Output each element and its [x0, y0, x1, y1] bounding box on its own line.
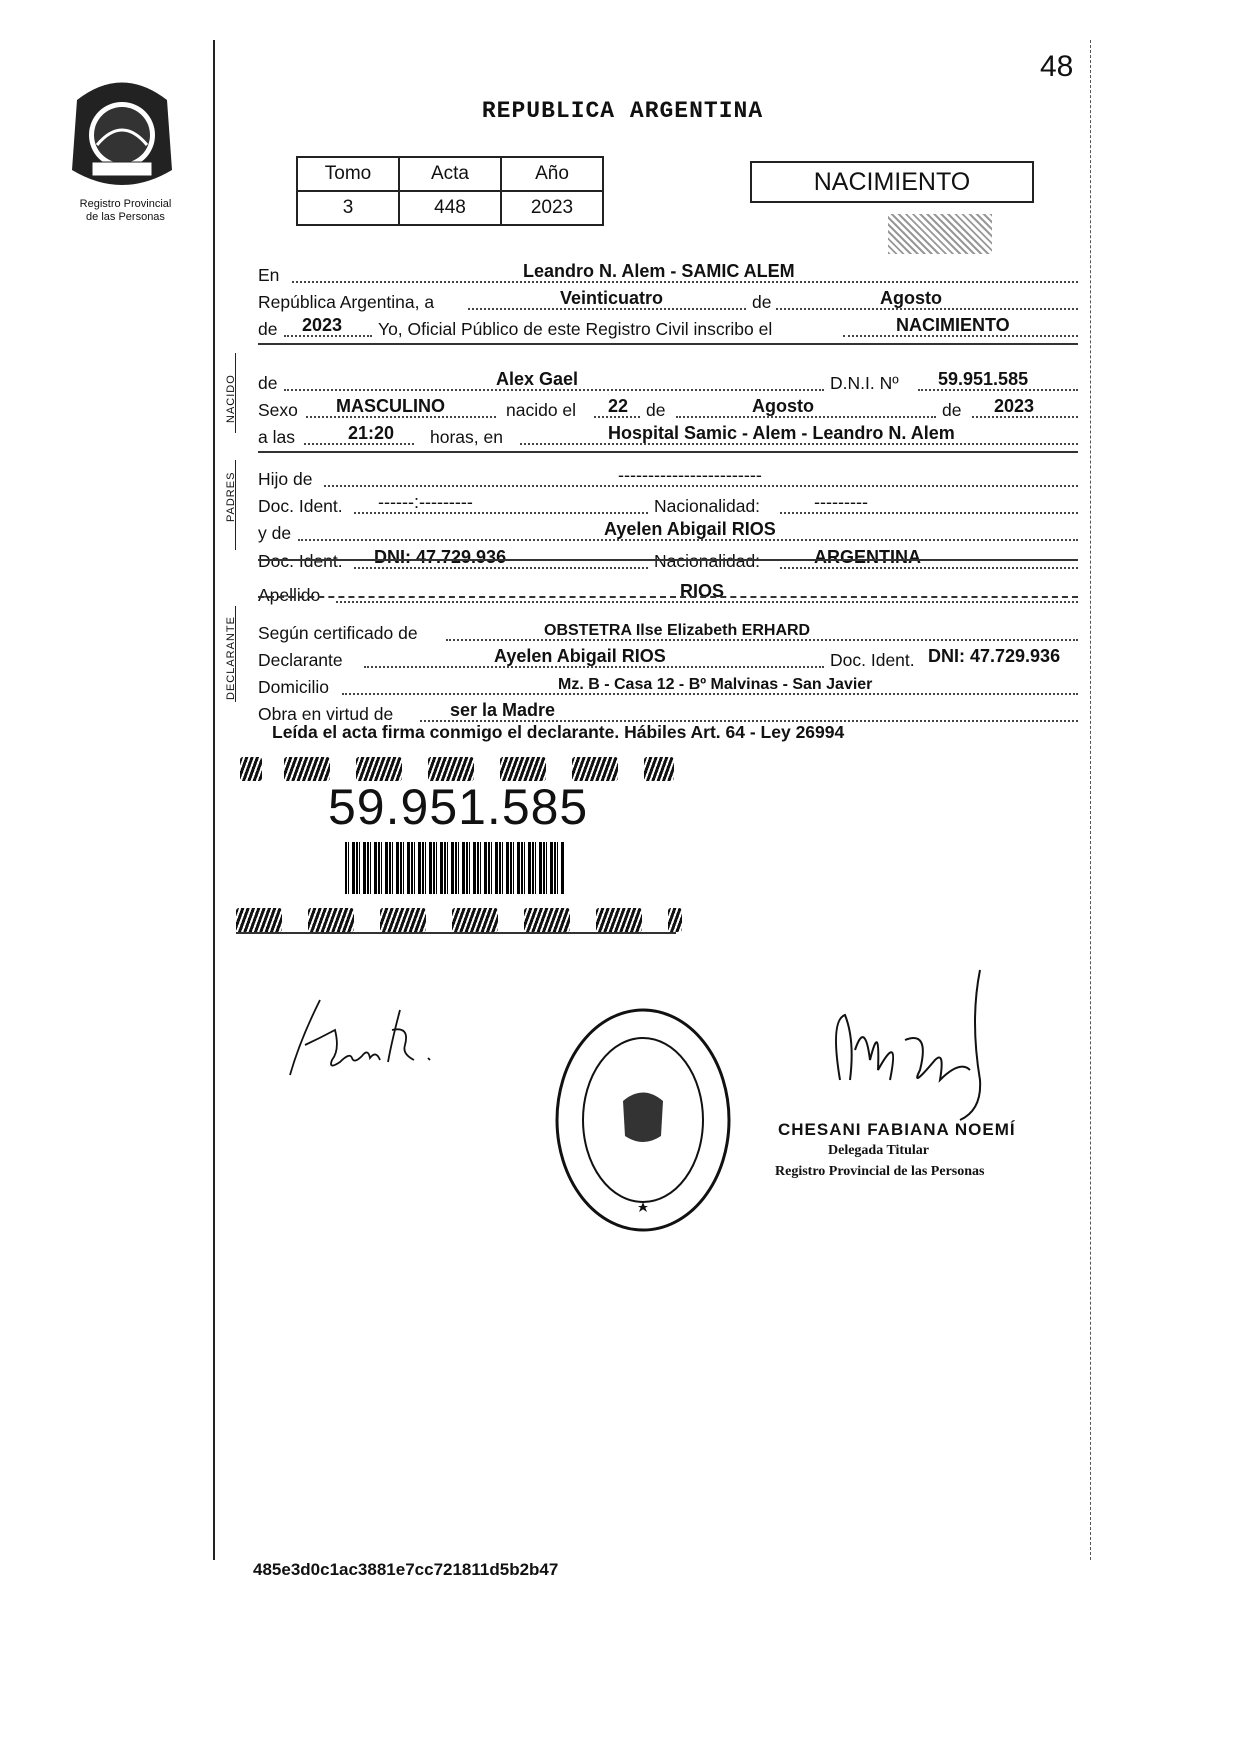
obra-value: ser la Madre	[450, 700, 556, 720]
row-en: En Leandro N. Alem - SAMIC ALEM	[258, 262, 1078, 286]
row-sexo: Sexo MASCULINO nacido el 22 de Agosto de 2023	[258, 397, 1078, 421]
side-label-nacido: NACIDO	[225, 374, 237, 423]
row-name: de Alex Gael D.N.I. Nº 59.951.585	[258, 370, 1078, 394]
birth-place: Hospital Samic - Alem - Leandro N. Alem	[608, 423, 955, 443]
father-doc: ------:---------	[378, 492, 473, 512]
logo-caption: Registro Provincial de las Personas	[79, 198, 172, 223]
father-name: ------------------------	[618, 465, 762, 485]
side-label-padres: PADRES	[225, 471, 237, 522]
left-margin-line	[213, 40, 215, 1560]
row-apellido: Apellido RIOS	[258, 582, 1078, 606]
row-certificado: Según certificado de OBSTETRA Ilse Elizabeth ERHARD	[258, 620, 1078, 644]
row-obra: Obra en virtud de ser la Madre	[258, 701, 1078, 725]
tomo-header: Tomo	[297, 157, 399, 191]
right-margin-line	[1090, 40, 1091, 1560]
side-label-declarante: DECLARANTE	[225, 616, 237, 700]
inscribo-value: NACIMIENTO	[896, 315, 1010, 335]
month-value: Agosto	[880, 288, 942, 308]
officer-name: CHESANI FABIANA NOEMÍ	[778, 1120, 1016, 1139]
mother-doc: DNI: 47.729.936	[374, 547, 507, 567]
place-value: Leandro N. Alem - SAMIC ALEM	[523, 261, 795, 281]
day-words: Veinticuatro	[560, 288, 664, 308]
row-hijo: Hijo de ------------------------	[258, 466, 1078, 490]
officer-organization: Registro Provincial de las Personas	[775, 1164, 985, 1179]
father-nationality: ---------	[814, 492, 868, 512]
row-declarante: Declarante Ayelen Abigail RIOS Doc. Ident. DNI: 47.729.936	[258, 646, 1061, 670]
officer-role: Delegada Titular	[828, 1143, 929, 1158]
row-inscribo: de 2023 Yo, Oficial Público de este Registro Civil inscribo el NACIMIENTO	[258, 316, 1078, 340]
tomo-value: 3	[297, 191, 399, 225]
acta-value: 448	[399, 191, 501, 225]
row-madre: y de Ayelen Abigail RIOS	[258, 520, 1078, 544]
acta-header: Acta	[399, 157, 501, 191]
row-hora: a las 21:20 horas, en Hospital Samic - Alem - Leandro N. Alem	[258, 424, 1078, 448]
certificate-value: OBSTETRA Ilse Elizabeth ERHARD	[544, 622, 811, 639]
officer-signature	[810, 960, 1010, 1130]
dni-large-number: 59.951.585	[328, 779, 589, 835]
birth-month: Agosto	[752, 396, 814, 416]
declarant-doc: DNI: 47.729.936	[928, 646, 1061, 666]
legal-note: Leída el acta firma conmigo el declarante. Hábiles Art. 64 - Ley 26994	[272, 722, 845, 742]
official-seal	[553, 1006, 733, 1234]
ano-header: Año	[501, 157, 603, 191]
mother-nationality: ARGENTINA	[814, 547, 921, 567]
row-doc-mother: Doc. Ident. DNI: 47.729.936 Nacionalidad: ARGENTINA	[258, 548, 1078, 572]
ano-value: 2023	[501, 191, 603, 225]
dni-barcode	[345, 842, 565, 894]
row-republica: República Argentina, a Veinticuatro de Agosto	[258, 289, 1078, 313]
page-number: 48	[1040, 50, 1074, 83]
birth-day: 22	[608, 396, 629, 416]
sex-value: MASCULINO	[336, 396, 445, 416]
year-value: 2023	[302, 315, 343, 335]
province-emblem-logo	[62, 70, 182, 200]
row-domicilio: Domicilio Mz. B - Casa 12 - Bº Malvinas - San Javier	[258, 674, 1078, 698]
child-name: Alex Gael	[496, 369, 579, 389]
row-doc-father: Doc. Ident. ------:--------- Nacionalidad: ---------	[258, 493, 1078, 517]
registry-table	[296, 156, 604, 226]
birth-time: 21:20	[348, 423, 395, 443]
surname-value: RIOS	[680, 581, 725, 601]
document-title: REPUBLICA ARGENTINA	[481, 98, 764, 124]
hologram-stamp	[888, 214, 992, 254]
child-dni: 59.951.585	[938, 369, 1029, 389]
act-type-box: NACIMIENTO	[750, 161, 1034, 203]
document-hash: 485e3d0c1ac3881e7cc721811d5b2b47	[253, 1560, 559, 1579]
birth-year: 2023	[994, 396, 1035, 416]
address-value: Mz. B - Casa 12 - Bº Malvinas - San Javier	[558, 676, 873, 693]
security-stripes-bottom	[236, 908, 686, 934]
mother-name: Ayelen Abigail RIOS	[604, 519, 776, 539]
declarant-signature	[280, 990, 460, 1090]
declarant-name: Ayelen Abigail RIOS	[494, 646, 666, 666]
